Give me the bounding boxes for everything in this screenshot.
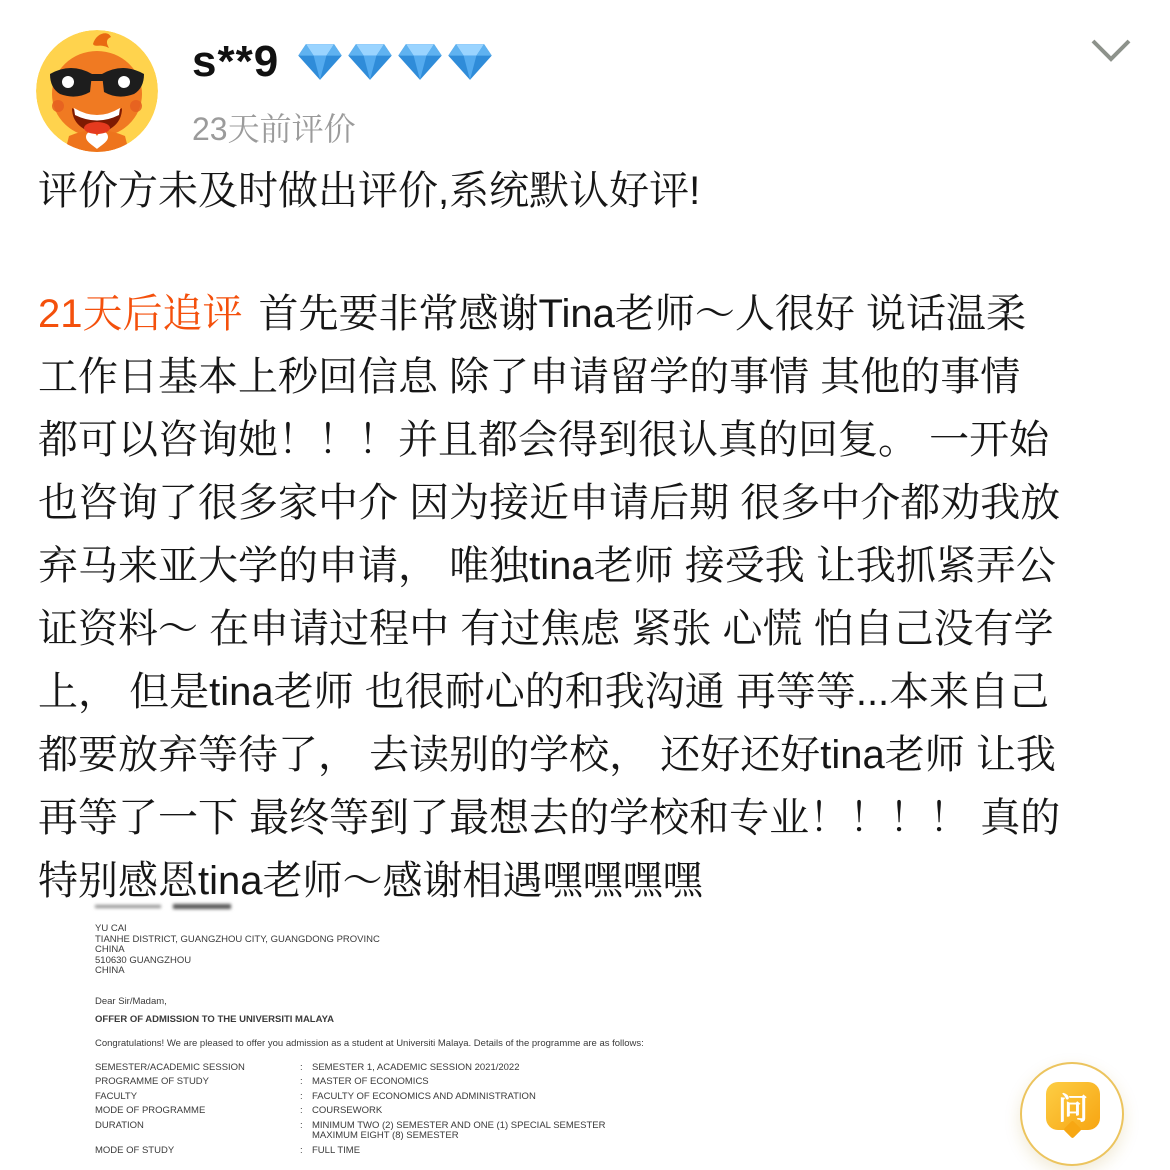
- followup-line: 上， 但是tina老师 也很耐心的和我沟通 再等等...本来自己: [38, 670, 1050, 714]
- followup-line: 弃马来亚大学的申请， 唯独tina老师 接受我 让我抓紧弄公: [38, 544, 1056, 588]
- review-content: [38, 163, 1153, 913]
- question-bubble-icon: [1046, 1082, 1100, 1130]
- followup-line: 特别感恩tina老师～感谢相遇嘿嘿嘿嘿: [38, 859, 703, 903]
- followup-line: 再等了一下 最终等到了最想去的学校和专业！！！！ 真的: [38, 796, 1061, 840]
- letter-detail-row: DURATION : MINIMUM TWO (2) SEMESTER AND ONE (1) SPECIAL SEMESTER MAXIMUM EIGHT (8) SEMESTER: [95, 1119, 606, 1141]
- letter-detail-row: SEMESTER/ACADEMIC SESSION : SEMESTER 1, ACADEMIC SESSION 2021/2022: [95, 1061, 520, 1073]
- ask-question-button[interactable]: [1020, 1062, 1124, 1166]
- user-level-badges: [297, 41, 493, 83]
- letter-programme-details: [95, 1061, 675, 1159]
- ask-button-label: 问: [1058, 1093, 1088, 1126]
- followup-line: 证资料～ 在申请过程中 有过焦虑 紧张 心慌 怕自己没有学: [38, 607, 1054, 651]
- letter-salutation: Dear Sir/Madam,: [95, 995, 167, 1007]
- avatar-mascot-image: [36, 30, 158, 152]
- followup-line: 都可以咨询她！！！并且都会得到很认真的回复。 一开始: [38, 418, 1050, 462]
- chevron-down-icon[interactable]: [1088, 36, 1134, 66]
- attachment-letter-image[interactable]: [95, 895, 675, 1158]
- followup-line: 首先要非常感谢Tina老师～人很好 说话温柔: [258, 292, 1026, 336]
- followup-review: [38, 283, 1153, 913]
- letter-detail-row: MODE OF STUDY : FULL TIME: [95, 1144, 361, 1156]
- letter-recipient-address: YU CAI TIANHE DISTRICT, GUANGZHOU CITY, GUANGDONG PROVINC CHINA 510630 GUANGZHOU CHINA: [95, 923, 380, 976]
- followup-line: 都要放弃等待了， 去读别的学校， 还好还好tina老师 让我: [38, 733, 1056, 777]
- diamond-icon: [447, 41, 493, 83]
- username: s**9: [192, 37, 280, 86]
- diamond-icon: [347, 41, 393, 83]
- avatar[interactable]: [36, 30, 158, 152]
- letter-intro: Congratulations! We are pleased to offer you admission as a student at Universiti Malaya. Details of the programme are as follows:: [95, 1037, 644, 1049]
- user-info: [192, 34, 493, 150]
- default-review-text: 评价方未及时做出评价,系统默认好评!: [38, 169, 701, 213]
- letter-detail-row: MODE OF PROGRAMME : COURSEWORK: [95, 1105, 383, 1116]
- letter-detail-row: PROGRAMME OF STUDY : MASTER OF ECONOMICS: [95, 1076, 429, 1087]
- diamond-icon: [397, 41, 443, 83]
- letter-subject: OFFER OF ADMISSION TO THE UNIVERSITI MALAYA: [95, 1014, 334, 1025]
- diamond-icon: [297, 41, 343, 83]
- followup-line: 工作日基本上秒回信息 除了申请留学的事情 其他的事情: [38, 355, 1021, 399]
- followup-line: 也咨询了很多家中介 因为接近申请后期 很多中介都劝我放: [38, 481, 1061, 525]
- redacted-line: [95, 903, 675, 910]
- letter-detail-row: FACULTY : FACULTY OF ECONOMICS AND ADMINISTRATION: [95, 1090, 536, 1102]
- followup-badge: 21天后追评: [38, 292, 243, 336]
- review-time-label: 23天前评价: [192, 111, 356, 147]
